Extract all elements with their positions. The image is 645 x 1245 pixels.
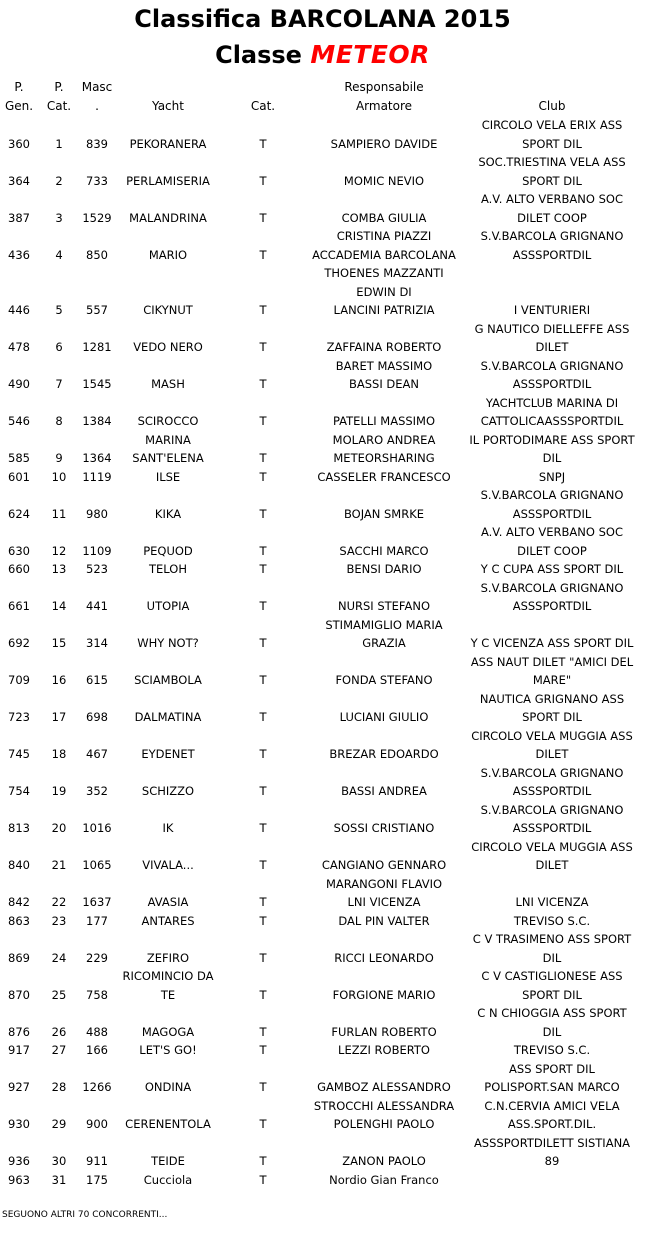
header-resp: Responsabile: [344, 80, 424, 94]
table-cell-club: CIRCOLO VELA MUGGIA ASS: [471, 728, 633, 743]
table-cell-resp: MOMIC NEVIO: [343, 173, 425, 188]
table-cell-cat: T: [259, 1117, 267, 1131]
table-cell-resp: METEORSHARING: [333, 451, 435, 465]
table-cell-resp: FORGIONE MARIO: [332, 987, 436, 1002]
table-cell-pgen: 723: [8, 710, 30, 724]
table-cell-club: ASS NAUT DILET "AMICI DEL: [470, 654, 634, 669]
table-cell-resp: FONDA STEFANO: [335, 673, 433, 687]
table-cell-resp: ZAFFAINA ROBERTO: [326, 340, 442, 354]
table-cell-pgen: 360: [8, 136, 30, 151]
table-cell-resp: STIMAMIGLIO MARIA: [325, 617, 443, 632]
table-cell-pgen: 936: [8, 1154, 30, 1168]
table-cell-cat: T: [259, 303, 267, 317]
table-cell-pcat: 25: [51, 987, 67, 1002]
table-cell-pcat: 9: [55, 451, 63, 465]
table-cell-masc: 850: [86, 247, 108, 262]
table-cell-cat: T: [259, 506, 267, 521]
table-cell-pcat: 14: [51, 599, 67, 613]
table-cell-pcat: 13: [51, 562, 67, 576]
table-cell-cat: T: [259, 895, 267, 909]
table-cell-yacht: PERLAMISERIA: [126, 173, 210, 188]
table-cell-masc: 1545: [82, 377, 112, 391]
table-cell-pcat: 19: [51, 784, 67, 798]
table-cell-resp: ACCADEMIA BARCOLANA: [312, 247, 456, 262]
class-title-prefix: Classe: [215, 41, 311, 69]
table-cell-cat: T: [259, 340, 267, 354]
table-cell-club: DILET: [535, 858, 569, 872]
table-cell-club: POLISPORT.SAN MARCO: [484, 1080, 620, 1094]
header-pcat: P.: [54, 80, 64, 94]
table-cell-resp: EDWIN DI: [356, 284, 412, 299]
table-cell-resp: BARET MASSIMO: [335, 358, 433, 373]
table-cell-pcat: 12: [51, 543, 67, 558]
table-cell-club: G NAUTICO DIELLEFFE ASS: [474, 321, 630, 336]
class-title: [0, 40, 645, 70]
table-cell-pcat: 18: [51, 747, 67, 761]
table-cell-resp: BASSI ANDREA: [341, 784, 427, 798]
table-cell-resp: LUCIANI GIULIO: [339, 710, 429, 724]
table-cell-masc: 467: [86, 747, 108, 761]
table-cell-club: LNI VICENZA: [515, 895, 589, 909]
table-cell-pgen: 624: [8, 506, 30, 521]
table-cell-masc: 839: [86, 136, 108, 151]
table-cell-club: ASSSPORTDIL: [512, 247, 592, 262]
table-cell-cat: T: [259, 377, 267, 391]
table-cell-resp: LEZZI ROBERTO: [338, 1043, 430, 1057]
table-cell-club: A.V. ALTO VERBANO SOC: [480, 525, 623, 539]
table-cell-yacht: ILSE: [155, 469, 181, 484]
table-cell-masc: 177: [86, 913, 108, 928]
table-cell-cat: T: [259, 1172, 267, 1187]
table-cell-resp: FURLAN ROBERTO: [331, 1024, 437, 1039]
table-cell-club: DIL: [542, 1024, 562, 1039]
table-cell-cat: T: [259, 543, 267, 558]
table-cell-masc: 1281: [82, 340, 112, 354]
table-cell-masc: 523: [86, 562, 108, 576]
table-cell-pcat: 3: [55, 210, 63, 225]
table-cell-yacht: ANTARES: [141, 913, 195, 928]
table-cell-resp: CASSELER FRANCESCO: [317, 469, 451, 484]
table-cell-club: 89: [544, 1154, 560, 1168]
table-cell-cat: T: [259, 858, 267, 872]
table-cell-masc: 1529: [82, 210, 112, 225]
table-cell-cat: T: [259, 1043, 267, 1057]
table-cell-yacht: MASH: [151, 377, 185, 391]
table-cell-masc: 733: [86, 173, 108, 188]
table-cell-pgen: 876: [8, 1024, 30, 1039]
table-cell-yacht: TELOH: [149, 562, 187, 576]
table-cell-resp: BENSI DARIO: [346, 562, 422, 576]
table-cell-club: S.V.BARCOLA GRIGNANO: [480, 229, 624, 243]
table-cell-resp: GRAZIA: [362, 636, 406, 650]
table-cell-pgen: 446: [8, 303, 30, 317]
table-cell-yacht: LET'S GO!: [139, 1043, 197, 1057]
table-cell-yacht: VIVALA...: [142, 858, 194, 872]
table-cell-pcat: 23: [51, 913, 67, 928]
table-cell-club: ASSSPORTDIL: [512, 784, 592, 798]
table-cell-pgen: 585: [8, 451, 30, 465]
table-cell-pcat: 4: [55, 247, 63, 262]
table-cell-club: S.V.BARCOLA GRIGNANO: [480, 802, 624, 817]
table-cell-club: SNPJ: [538, 469, 566, 484]
table-cell-pcat: 27: [51, 1043, 67, 1057]
table-cell-masc: 698: [86, 710, 108, 724]
table-cell-masc: 1016: [82, 821, 112, 835]
table-cell-club: S.V.BARCOLA GRIGNANO: [480, 358, 624, 373]
table-cell-pgen: 870: [8, 987, 30, 1002]
table-cell-cat: T: [259, 1154, 267, 1168]
table-cell-yacht: DALMATINA: [134, 710, 202, 724]
table-cell-yacht: UTOPIA: [146, 599, 190, 613]
table-cell-resp: THOENES MAZZANTI: [324, 266, 444, 280]
table-cell-club: ASSSPORTDIL: [512, 377, 592, 391]
table-cell-pgen: 601: [8, 469, 30, 484]
table-cell-club: DILET: [535, 747, 569, 761]
table-cell-yacht: CERENENTOLA: [125, 1117, 211, 1131]
table-cell-pcat: 29: [51, 1117, 67, 1131]
table-cell-cat: T: [259, 784, 267, 798]
header-pcat: Cat.: [46, 98, 72, 113]
table-cell-club: MARE": [532, 673, 572, 687]
table-cell-pgen: 813: [8, 821, 30, 835]
table-cell-masc: 557: [86, 303, 108, 317]
table-cell-pcat: 31: [51, 1172, 67, 1187]
table-cell-club: S.V.BARCOLA GRIGNANO: [480, 488, 624, 502]
table-cell-cat: T: [259, 747, 267, 761]
table-cell-pcat: 7: [55, 377, 63, 391]
table-cell-club: ASSSPORTDIL: [512, 506, 592, 521]
table-cell-cat: T: [259, 247, 267, 262]
table-cell-resp: MARANGONI FLAVIO: [325, 876, 443, 891]
table-cell-club: C V CASTIGLIONESE ASS: [481, 969, 623, 983]
class-name-accent: METEOR: [310, 40, 430, 69]
table-cell-club: YACHTCLUB MARINA DI: [485, 395, 619, 410]
footer-note: SEGUONO ALTRI 70 CONCORRENTI...: [2, 1210, 168, 1220]
table-cell-cat: T: [259, 136, 267, 151]
table-cell-club: DIL: [542, 451, 562, 465]
table-cell-pgen: 364: [8, 173, 30, 188]
table-cell-yacht: SANT'ELENA: [132, 451, 204, 465]
table-cell-club: Y C CUPA ASS SPORT DIL: [480, 562, 624, 576]
table-cell-masc: 229: [86, 950, 108, 965]
table-cell-masc: 1364: [82, 451, 112, 465]
page-title: Classifica BARCOLANA 2015: [134, 5, 511, 33]
table-cell-masc: 488: [86, 1024, 108, 1039]
table-cell-masc: 980: [86, 506, 108, 521]
table-cell-club: ASS SPORT DIL: [509, 1061, 595, 1076]
table-cell-club: TREVISO S.C.: [513, 1043, 591, 1057]
table-cell-resp: LNI VICENZA: [347, 895, 421, 909]
table-cell-yacht: PEKORANERA: [129, 136, 207, 151]
table-cell-cat: T: [259, 636, 267, 650]
table-cell-cat: T: [259, 710, 267, 724]
table-cell-club: SPORT DIL: [522, 136, 582, 151]
table-cell-masc: 1384: [82, 414, 112, 428]
table-cell-masc: 1266: [82, 1080, 112, 1094]
table-cell-club: Y C VICENZA ASS SPORT DIL: [470, 636, 634, 650]
table-cell-yacht: IK: [162, 821, 174, 835]
table-cell-pgen: 927: [8, 1080, 30, 1094]
table-cell-resp: BOJAN SMRKE: [343, 506, 425, 521]
table-cell-pgen: 863: [8, 913, 30, 928]
table-cell-cat: T: [259, 950, 267, 965]
table-cell-pcat: 11: [51, 506, 67, 521]
table-cell-resp: MOLARO ANDREA: [332, 432, 436, 447]
table-cell-cat: T: [259, 414, 267, 428]
table-cell-resp: BREZAR EDOARDO: [329, 747, 439, 761]
table-cell-resp: Nordio Gian Franco: [329, 1172, 439, 1187]
header-pgen: Gen.: [4, 98, 34, 113]
table-cell-pcat: 5: [55, 303, 63, 317]
table-cell-yacht: SCIAMBOLA: [134, 673, 202, 687]
table-cell-masc: 1637: [82, 895, 112, 909]
table-cell-pcat: 24: [51, 950, 67, 965]
table-cell-resp: COMBA GIULIA: [341, 210, 427, 225]
table-cell-club: ASS.SPORT.DIL.: [507, 1117, 597, 1131]
table-cell-masc: 615: [86, 673, 108, 687]
table-cell-club: DILET COOP: [517, 210, 587, 225]
table-cell-club: C V TRASIMENO ASS SPORT: [472, 932, 632, 946]
table-cell-club: S.V.BARCOLA GRIGNANO: [480, 580, 624, 595]
table-cell-resp: STROCCHI ALESSANDRA: [313, 1098, 455, 1113]
table-cell-pgen: 745: [8, 747, 30, 761]
table-cell-pcat: 10: [51, 469, 67, 484]
table-cell-club: SPORT DIL: [522, 710, 582, 724]
table-cell-masc: 352: [86, 784, 108, 798]
table-cell-resp: NURSI STEFANO: [337, 599, 431, 613]
header-cat: Cat.: [250, 98, 276, 113]
table-cell-masc: 911: [86, 1154, 108, 1168]
table-cell-masc: 175: [86, 1172, 108, 1187]
table-cell-masc: 1109: [82, 543, 112, 558]
table-cell-resp: SOSSI CRISTIANO: [333, 821, 435, 835]
header-masc: Masc: [81, 80, 113, 94]
table-cell-resp: ZANON PAOLO: [342, 1154, 426, 1168]
table-cell-pcat: 8: [55, 414, 63, 428]
table-cell-club: C.N.CERVIA AMICI VELA: [484, 1098, 620, 1113]
table-cell-pgen: 660: [8, 562, 30, 576]
table-cell-cat: T: [259, 562, 267, 576]
table-cell-resp: CANGIANO GENNARO: [321, 858, 447, 872]
table-cell-yacht: KIKA: [154, 506, 182, 521]
table-cell-cat: T: [259, 821, 267, 835]
table-cell-pgen: 490: [8, 377, 30, 391]
table-cell-pcat: 30: [51, 1154, 67, 1168]
table-cell-yacht: RICOMINCIO DA: [122, 969, 214, 983]
table-cell-club: S.V.BARCOLA GRIGNANO: [480, 765, 624, 780]
table-cell-masc: 1119: [82, 469, 112, 484]
table-cell-pgen: 661: [8, 599, 30, 613]
table-cell-yacht: SCIROCCO: [137, 414, 199, 428]
table-cell-pgen: 709: [8, 673, 30, 687]
table-cell-yacht: MALANDRINA: [129, 210, 207, 225]
table-cell-cat: T: [259, 451, 267, 465]
table-cell-cat: T: [259, 913, 267, 928]
table-cell-cat: T: [259, 173, 267, 188]
header-masc: .: [95, 98, 99, 113]
table-cell-pgen: 963: [8, 1172, 30, 1187]
table-cell-club: IL PORTODIMARE ASS SPORT: [469, 432, 635, 447]
table-cell-pgen: 917: [8, 1043, 30, 1057]
table-cell-resp: BASSI DEAN: [349, 377, 419, 391]
header-yacht: Yacht: [152, 98, 184, 113]
table-cell-club: CATTOLICAASSSPORTDIL: [480, 414, 624, 428]
table-cell-pcat: 21: [51, 858, 67, 872]
table-cell-pcat: 1: [55, 136, 63, 151]
table-cell-pgen: 842: [8, 895, 30, 909]
table-cell-yacht: Cucciola: [143, 1172, 193, 1187]
table-cell-pcat: 28: [51, 1080, 67, 1094]
table-cell-resp: CRISTINA PIAZZI: [336, 229, 432, 243]
table-cell-yacht: MARINA: [145, 432, 191, 447]
table-cell-pcat: 16: [51, 673, 67, 687]
table-cell-pcat: 20: [51, 821, 67, 835]
table-cell-club: ASSSPORTDIL: [512, 599, 592, 613]
table-cell-pgen: 630: [8, 543, 30, 558]
table-cell-pcat: 17: [51, 710, 67, 724]
table-cell-yacht: TE: [160, 987, 176, 1002]
table-cell-cat: T: [259, 210, 267, 225]
table-cell-cat: T: [259, 987, 267, 1002]
table-cell-club: SPORT DIL: [522, 173, 582, 188]
table-cell-club: C N CHIOGGIA ASS SPORT: [477, 1006, 627, 1020]
table-cell-cat: T: [259, 673, 267, 687]
table-cell-resp: SACCHI MARCO: [339, 543, 429, 558]
table-cell-resp: GAMBOZ ALESSANDRO: [317, 1080, 451, 1094]
table-cell-club: SPORT DIL: [522, 987, 582, 1002]
table-cell-cat: T: [259, 1024, 267, 1039]
table-cell-yacht: TEIDE: [151, 1154, 185, 1168]
table-cell-club: ASSSPORTDILETT SISTIANA: [473, 1135, 631, 1150]
table-cell-masc: 1065: [82, 858, 112, 872]
table-cell-pgen: 840: [8, 858, 30, 872]
table-cell-resp: DAL PIN VALTER: [338, 913, 430, 928]
table-cell-yacht: ONDINA: [144, 1080, 192, 1094]
table-cell-cat: T: [259, 1080, 267, 1094]
table-cell-pgen: 478: [8, 340, 30, 354]
table-cell-resp: PATELLI MASSIMO: [332, 414, 436, 428]
table-cell-yacht: PEQUOD: [143, 543, 193, 558]
table-cell-pcat: 26: [51, 1024, 67, 1039]
header-club: Club: [538, 98, 566, 113]
table-cell-yacht: AVASIA: [147, 895, 189, 909]
table-cell-club: ASSSPORTDIL: [512, 821, 592, 835]
table-cell-club: CIRCOLO VELA MUGGIA ASS: [471, 839, 633, 854]
header-resp: Armatore: [355, 98, 413, 113]
table-cell-masc: 166: [86, 1043, 108, 1057]
table-cell-club: A.V. ALTO VERBANO SOC: [480, 192, 623, 206]
table-cell-masc: 900: [86, 1117, 108, 1131]
table-cell-pcat: 6: [55, 340, 63, 354]
table-cell-resp: LANCINI PATRIZIA: [333, 303, 435, 317]
table-cell-pcat: 15: [51, 636, 67, 650]
table-cell-masc: 314: [86, 636, 108, 650]
table-cell-pgen: 436: [8, 247, 30, 262]
table-cell-club: CIRCOLO VELA ERIX ASS: [481, 118, 623, 132]
table-cell-pgen: 692: [8, 636, 30, 650]
table-cell-pgen: 387: [8, 210, 30, 225]
table-cell-club: DILET COOP: [517, 543, 587, 558]
table-cell-yacht: MARIO: [148, 247, 188, 262]
table-cell-resp: SAMPIERO DAVIDE: [330, 136, 438, 151]
table-cell-cat: T: [259, 469, 267, 484]
table-cell-club: DIL: [542, 950, 562, 965]
table-cell-yacht: VEDO NERO: [133, 340, 203, 354]
table-cell-club: DILET: [535, 340, 569, 354]
table-cell-pcat: 2: [55, 173, 63, 188]
table-cell-masc: 758: [86, 987, 108, 1002]
table-cell-masc: 441: [86, 599, 108, 613]
table-cell-yacht: EYDENET: [141, 747, 195, 761]
table-cell-club: I VENTURIERI: [513, 303, 591, 317]
table-cell-pgen: 869: [8, 950, 30, 965]
table-cell-yacht: MAGOGA: [141, 1024, 195, 1039]
table-cell-club: NAUTICA GRIGNANO ASS: [479, 691, 625, 706]
table-cell-pcat: 22: [51, 895, 67, 909]
table-cell-resp: RICCI LEONARDO: [334, 950, 434, 965]
table-cell-cat: T: [259, 599, 267, 613]
table-cell-club: TREVISO S.C.: [513, 913, 591, 928]
header-pgen: P.: [14, 80, 24, 94]
table-cell-pgen: 754: [8, 784, 30, 798]
table-cell-club: SOC.TRIESTINA VELA ASS: [478, 155, 626, 169]
table-cell-yacht: ZEFIRO: [146, 950, 190, 965]
table-cell-yacht: WHY NOT?: [137, 636, 199, 650]
table-cell-yacht: CIKYNUT: [143, 303, 193, 317]
table-cell-resp: POLENGHI PAOLO: [333, 1117, 435, 1131]
table-cell-pgen: 546: [8, 414, 30, 428]
table-cell-yacht: SCHIZZO: [141, 784, 195, 798]
table-cell-pgen: 930: [8, 1117, 30, 1131]
